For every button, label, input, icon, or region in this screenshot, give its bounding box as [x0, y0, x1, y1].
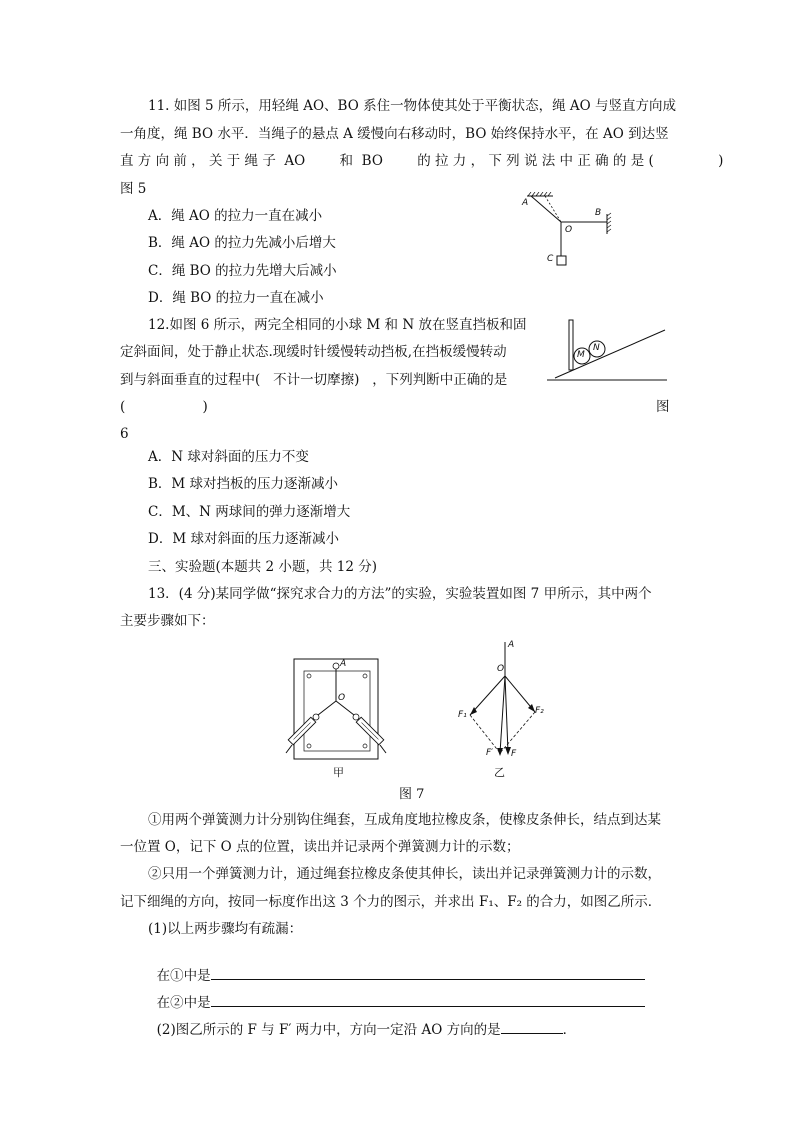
figure-5 [515, 192, 615, 272]
q12-line3: 到与斜面垂直的过程中( 不计一切摩擦) ，下列判断中正确的是 [120, 372, 508, 388]
q12-option-d: D．M 球对斜面的压力逐渐减小 [148, 531, 339, 547]
q13-part2-end: ． [562, 1022, 577, 1038]
q11-fig-caption: 图 5 [120, 181, 147, 197]
q12-option-c: C．M、N 两球间的弹力逐渐增大 [148, 504, 351, 520]
figure-6 [545, 318, 670, 384]
figure-7-yi [455, 640, 555, 765]
section-3-heading: 三、实验题(本题共 2 小题，共 12 分) [148, 559, 377, 575]
q12-line4: ( ) [120, 399, 208, 415]
fig5-label-c: C [547, 254, 554, 264]
fig7-yi-caption: 乙 [494, 766, 505, 779]
fig7-yi-label-f-prime: F′ [486, 748, 494, 758]
fig7-yi-label-o: O [497, 664, 505, 674]
q13-step2-b: 记下细绳的方向，按同一标度作出这 3 个力的图示，并求出 F₁、F₂ 的合力，如图乙所示． [120, 894, 662, 910]
fig7-yi-label-f2: F₂ [535, 706, 544, 716]
q13-step1-b: 一位置 O，记下 O 点的位置，读出并记录两个弹簧测力计的示数； [120, 839, 520, 855]
q12-line2: 定斜面间，处于静止状态.现缓时针缓慢转动挡板,在挡板缓慢转动 [120, 344, 507, 360]
fig6-label-m: M [577, 350, 585, 360]
q11-option-a: A．绳 AO 的拉力一直在减小 [148, 208, 323, 224]
fig7-jia-label-a: A [340, 659, 347, 669]
q12-line1: 12.如图 6 所示，两完全相同的小球 M 和 N 放在竖直挡板和固 [148, 317, 527, 333]
fig7-yi-label-f: F [511, 749, 517, 759]
q13-part2-text: (2)图乙所示的 F 与 F′ 两力中，方向一定沿 AO 方向的是 [156, 1022, 501, 1038]
q11-option-b: B．绳 AO 的拉力先减小后增大 [148, 235, 336, 251]
q13-part1: (1)以上两步骤均有疏漏： [148, 921, 303, 937]
figure-7-jia [280, 655, 400, 765]
q13-part1-a-label: 在①中是 [156, 968, 211, 984]
q13-step1-a: ①用两个弹簧测力计分别钩住绳套，互成角度地拉橡皮条，使橡皮条伸长，结点到达某 [148, 812, 661, 828]
fig5-label-a: A [522, 198, 529, 208]
q11-line1: 11. 如图 5 所示，用轻绳 AO、BO 系住一物体使其处于平衡状态，绳 AO 与竖直方向成 [148, 98, 676, 114]
q13-line1: 13．(4 分)某同学做“探究求合力的方法”的实验，实验装置如图 7 甲所示，其中两个 [148, 586, 652, 602]
q13-step2-a: ②只用一个弹簧测力计，通过绳套拉橡皮条使其伸长，读出并记录弹簧测力计的示数， [148, 866, 661, 882]
q12-option-a: A．N 球对斜面的压力不变 [148, 449, 309, 465]
fig5-label-b: B [595, 208, 602, 218]
q12-option-b: B．M 球对挡板的压力逐渐减小 [148, 476, 339, 492]
fig5-label-o: O [565, 225, 573, 235]
q13-part1-b-label: 在②中是 [156, 995, 211, 1011]
q13-line2: 主要步骤如下： [120, 613, 215, 629]
fig7-yi-label-f1: F₁ [458, 710, 467, 720]
q12-fig-caption-b: 6 [120, 426, 129, 442]
q11-option-c: C．绳 BO 的拉力先增大后减小 [148, 263, 337, 279]
q11-line3: 直 方 向 前 ， 关 于 绳 子 AO 和 BO 的 拉 力 ， 下 列 说 法 中 正 确 的 是 ( ) [120, 153, 724, 169]
fig7-caption: 图 7 [399, 787, 425, 802]
fig7-jia-label-o: O [338, 693, 346, 703]
fig7-jia-caption: 甲 [333, 766, 344, 779]
q11-option-d: D．绳 BO 的拉力一直在减小 [148, 290, 324, 306]
q11-line2: 一角度，绳 BO 水平．当绳子的悬点 A 缓慢向右移动时，BO 始终保持水平，在 AO 到达竖 [120, 126, 669, 142]
q13-part2-row [148, 1001, 576, 1039]
figure-7-yi-svg [455, 640, 555, 765]
q12-fig-caption-a: 图 [656, 399, 670, 415]
figure-7-jia-svg [280, 655, 400, 765]
fig7-yi-label-a: A [508, 640, 515, 650]
figure-6-svg [545, 318, 670, 384]
fig6-label-n: N [593, 343, 600, 353]
q13-part2-blank[interactable] [501, 1019, 563, 1034]
